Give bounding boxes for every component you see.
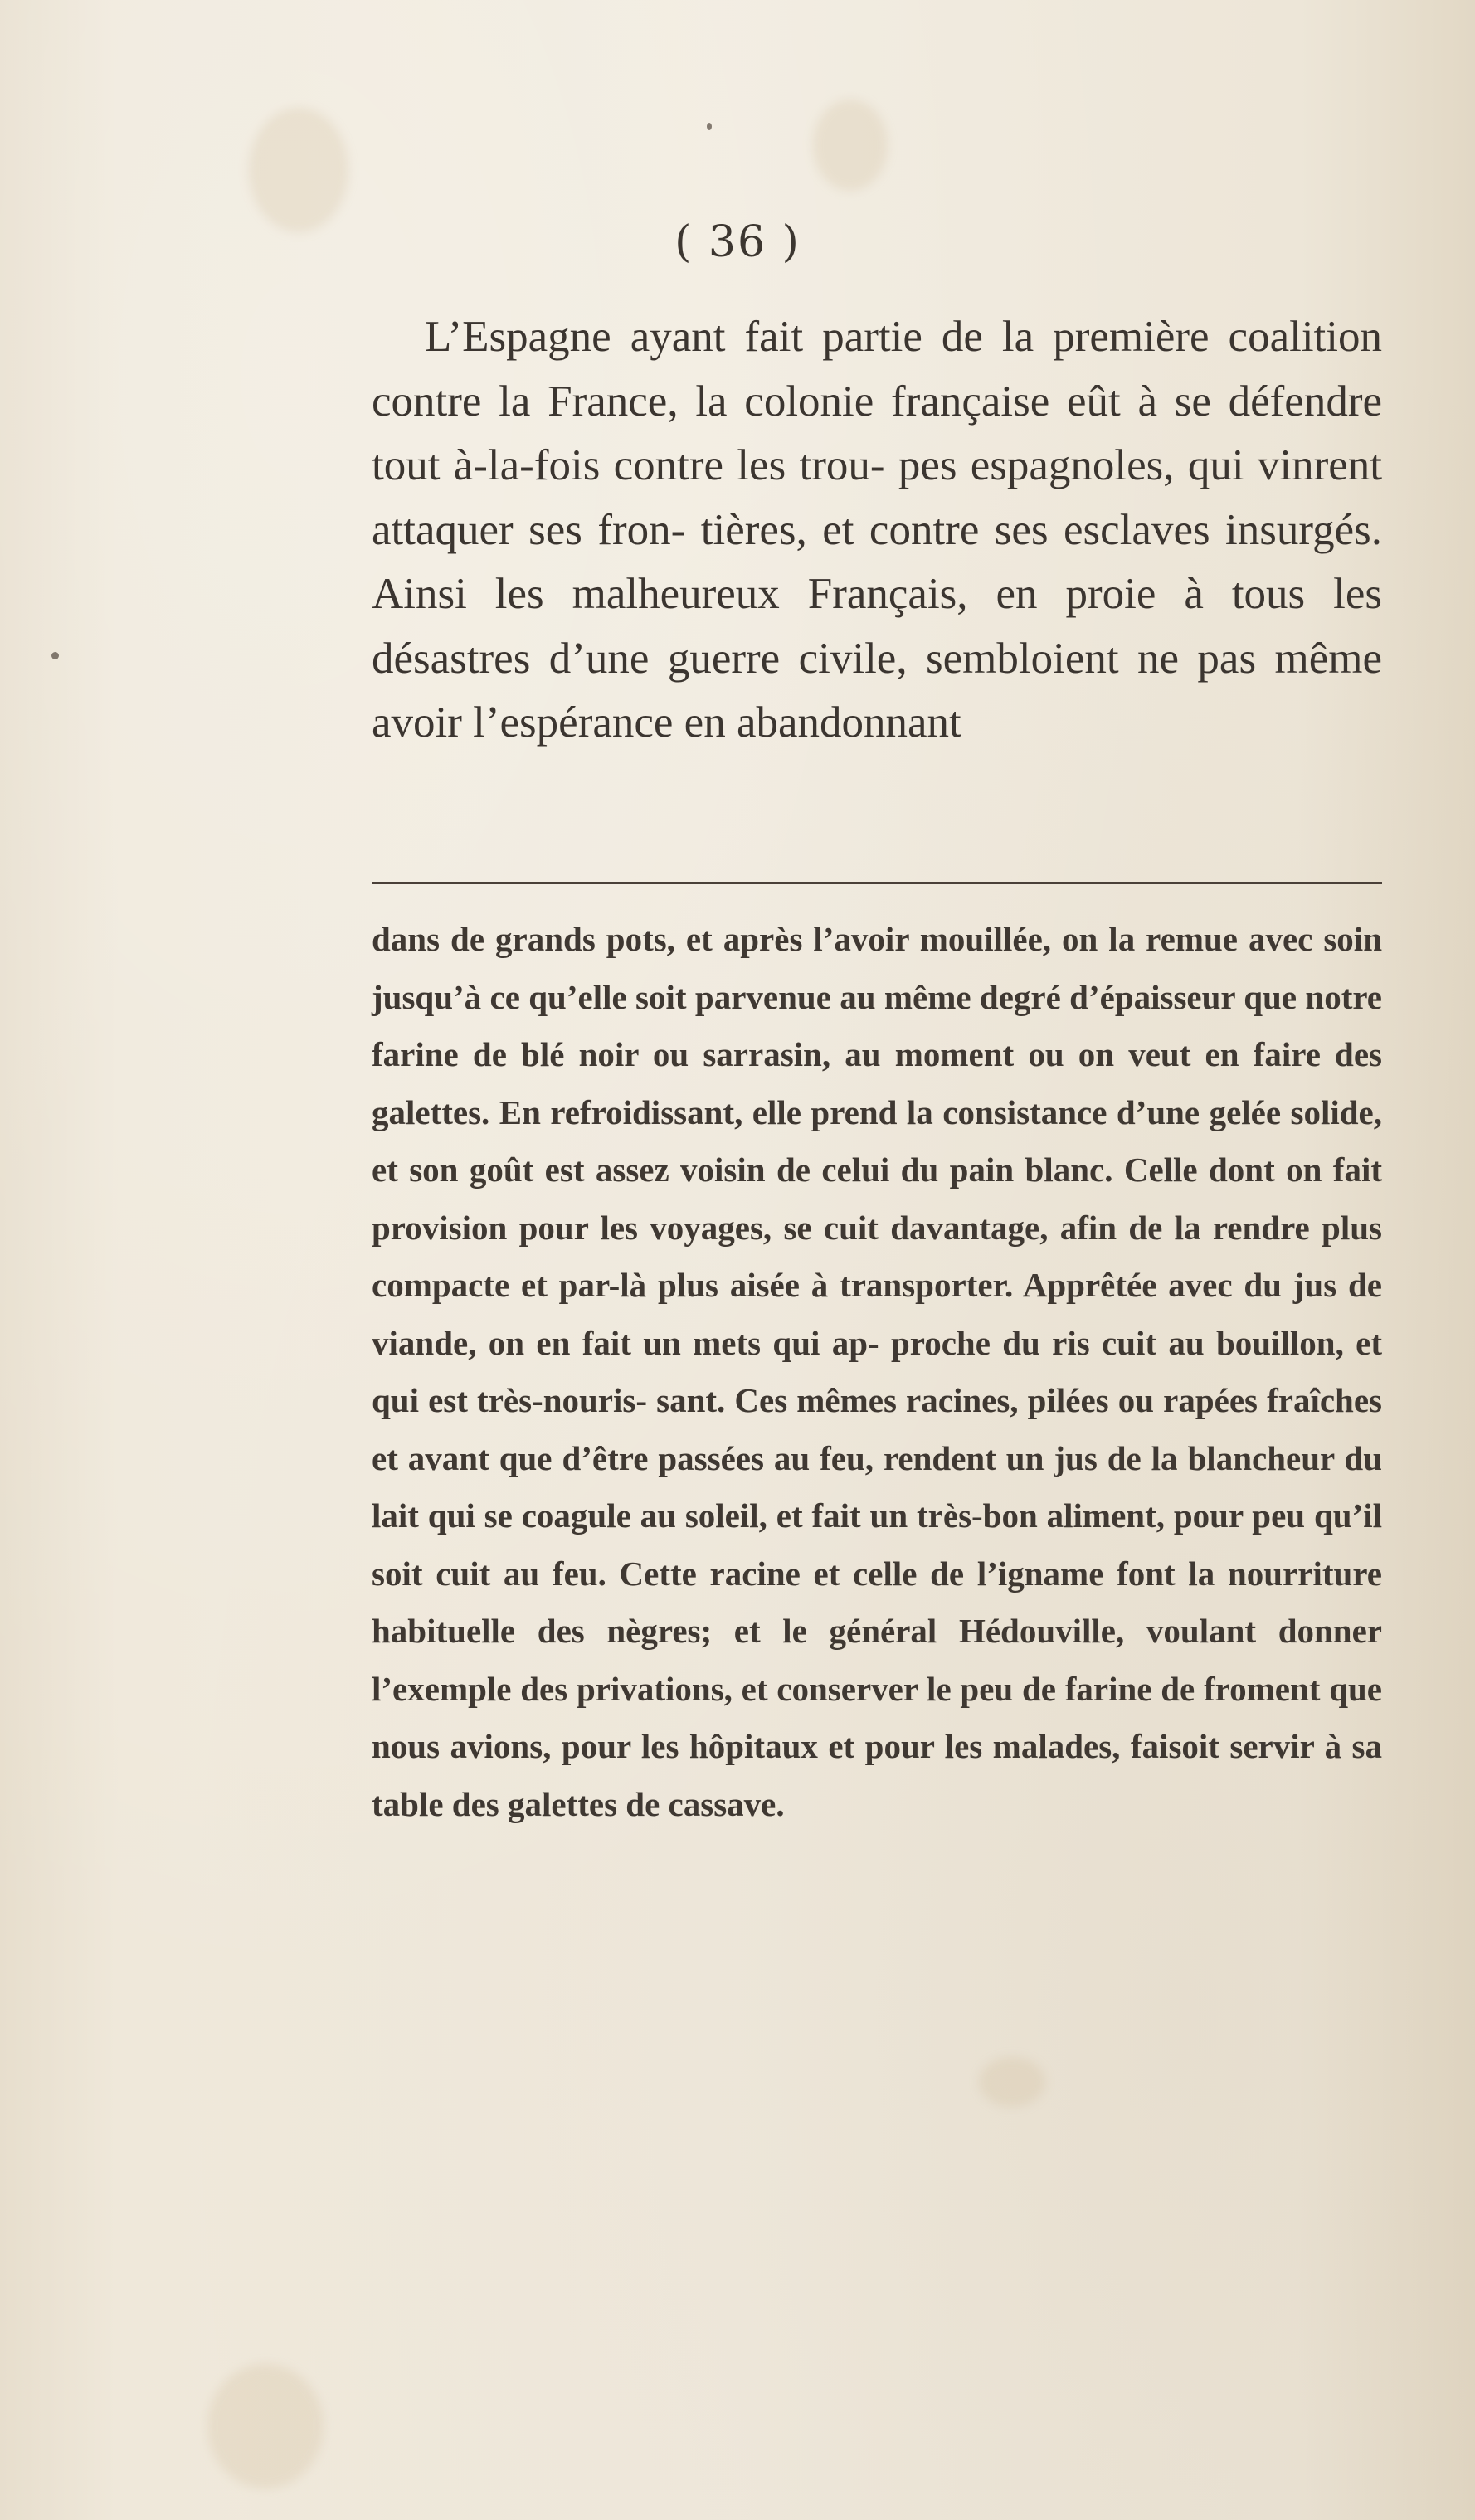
footnote-paragraph: dans de grands pots, et après l’avoir mouillée, on la remue avec soin jusqu’à ce qu’elle soit parvenue au même degré d’épaisseur que notre farine de blé noir ou sarrasin, au moment ou on veut en faire des galettes. En refroidissant, elle prend la consistance d’une gelée solide, et son goût est assez voisin de celui du pain blanc. Celle dont on fait provision pour les voyages, se cuit davantage, afin de la rendre plus compacte et par-là plus aisée à transporter. Apprêtée avec du jus de viande, on en fait un mets qui ap- proche du ris cuit au bouillon, et qui est très-nouris- sant. Ces mêmes racines, pilées ou rapées fraîches et avant que d’être passées au feu, rendent un jus de la blancheur du lait qui se coagule au soleil, et fait un très-bon aliment, pour peu qu’il soit cuit au feu. Cette racine et celle de l’igname font la nourriture habituelle des nègres; et le général Hédouville, voulant donner l’exemple des privations, et conserver le peu de farine de froment que nous avions, pour les hôpitaux et pour les malades, faisoit servir à sa table des galettes de cassave.: [372, 920, 1382, 1823]
main-paragraph: L’Espagne ayant fait partie de la première coalition contre la France, la colonie française eût à se défendre tout à-la-fois contre les trou- pes espagnoles, qui vinrent attaquer ses fron- tières, et contre ses esclaves insurgés. Ainsi les malheureux Français, en proie à tous les désastres d’une guerre civile, sembloient ne pas même avoir l’espérance en abandonnant: [372, 313, 1382, 747]
paper-stain: [207, 2364, 324, 2488]
ink-speck: [51, 652, 59, 659]
ink-speck: [707, 123, 712, 130]
footnote-divider: [372, 882, 1382, 884]
paper-stain: [249, 108, 348, 232]
paper-stain: [979, 2057, 1045, 2107]
paper-stain: [813, 100, 888, 191]
page-number: ( 36 ): [674, 217, 801, 267]
